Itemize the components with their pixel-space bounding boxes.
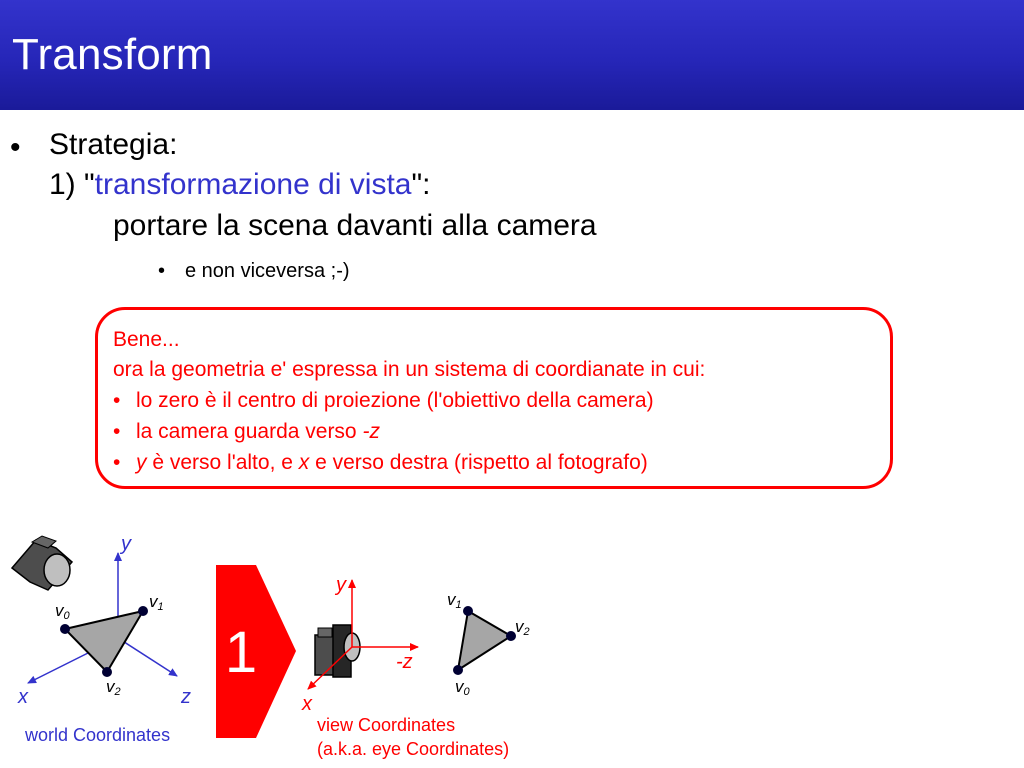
slide-header [0,0,1024,110]
note-line-bene: Bene... [113,328,180,351]
world-vertex-v2 [102,667,112,677]
note-axis-y: y [136,451,147,474]
world-axis-z-label: z [181,686,191,708]
note-line-intro: ora la geometria e' espressa in un sistema di coordianate in cui: [113,358,706,381]
note-bullet-dot: • [113,420,121,443]
note-item-camera-axis: -z [362,420,380,443]
world-triangle [65,611,143,672]
bullet-line-step1 [49,168,430,202]
world-v1-label: v1 [149,592,164,613]
world-axis-y-label: y [121,533,131,555]
world-v0-label: v0 [55,601,70,622]
note-bullet-dot: • [113,451,121,474]
view-vertex-v0 [453,665,463,675]
note-item-zero: lo zero è il centro di proiezione (l'obiettivo della camera) [136,389,654,412]
step1-suffix: ": [411,168,431,201]
slide-title: Transform [12,30,213,79]
world-vertex-v1 [138,606,148,616]
note-bullet-dot: • [113,389,121,412]
step1-highlight: transformazione di vista [94,168,412,201]
bullet-line-strategia: Strategia: [49,128,178,161]
view-axis-y-label: y [336,574,346,596]
view-axis-x-label: x [302,693,312,715]
view-axis-z-label: -z [396,651,413,673]
world-coordinates-caption: world Coordinates [25,725,171,745]
step1-prefix: 1) " [49,168,95,201]
note-item-axes [136,451,648,475]
view-v2-label: v2 [515,617,530,638]
note-item-camera [136,420,380,444]
sub-bullet-text: e non viceversa ;-) [185,260,350,282]
bullet-dot: • [10,131,21,164]
step-number: 1 [224,620,258,685]
bullet-line-description: portare la scena davanti alla camera [113,209,597,242]
eye-coordinates-caption: (a.k.a. eye Coordinates) [317,739,510,759]
camera-icon [12,536,72,590]
note-item-axes-mid: è verso l'alto, e [146,451,299,474]
view-camera-icon [315,625,360,677]
world-vertex-v0 [60,624,70,634]
world-axis-x-label: x [18,686,28,708]
view-v0-label: v0 [455,677,470,698]
note-item-axes-end: e verso destra (rispetto al fotografo) [309,451,648,474]
world-v2-label: v2 [106,677,121,698]
note-item-camera-text: la camera guarda verso [136,420,363,443]
note-axis-x: x [298,451,310,474]
view-coordinates-caption: view Coordinates [317,715,456,735]
sub-bullet-dot: • [158,260,166,282]
view-triangle [458,611,511,670]
view-vertex-v1 [463,606,473,616]
view-v1-label: v1 [447,590,462,611]
